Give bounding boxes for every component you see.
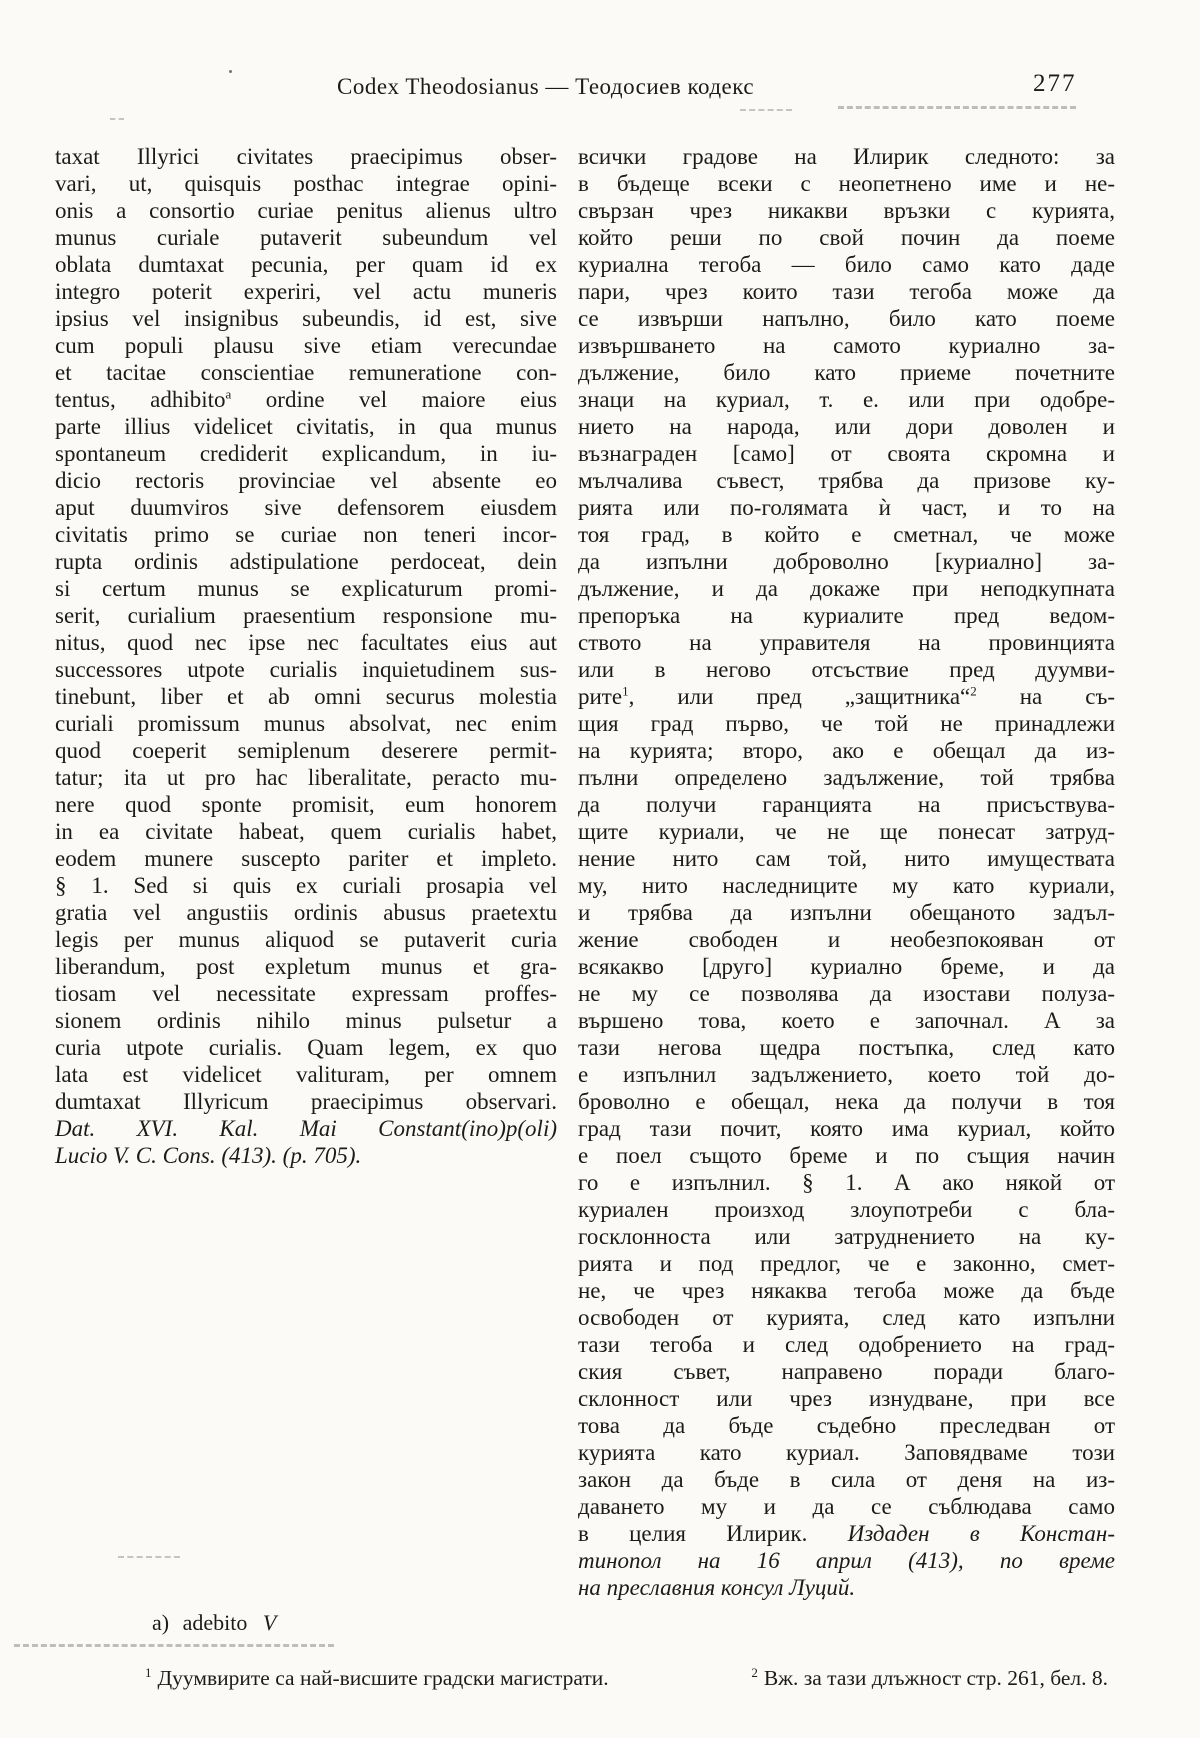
text-segment: nitus, quod nec ipse nec facultates eius aut <box>55 630 557 655</box>
text-segment: dicio rectoris provinciae vel absente eo <box>55 468 557 493</box>
text-line <box>578 656 1115 683</box>
text-segment: който реши по свой почин да поеме <box>578 225 1115 250</box>
text-segment: извършването на самото куриално за- <box>578 333 1115 358</box>
text-line <box>578 980 1115 1007</box>
text-segment: civitatis primo se curiae non teneri incor- <box>55 522 557 547</box>
text-line <box>55 872 557 899</box>
text-segment: curiali promissum munus absolvat, nec enim <box>55 711 557 736</box>
text-segment: tinebunt, liber et ab omni securus molestia <box>55 684 557 709</box>
text-line <box>578 494 1115 521</box>
text-line <box>55 980 557 1007</box>
text-segment: да изпълни доброволно [куриално] за- <box>578 549 1115 574</box>
text-segment: щия град първо, че той не принадлежи <box>578 711 1115 736</box>
text-line <box>578 1412 1115 1439</box>
text-line <box>578 1304 1115 1331</box>
text-line <box>55 143 557 170</box>
text-segment: рията и под предлог, че е законно, смет- <box>578 1251 1115 1276</box>
text-segment: et tacitae conscientiae remuneratione con- <box>55 360 557 385</box>
scan-artifact-dashes <box>14 1644 334 1647</box>
text-line <box>578 386 1115 413</box>
text-segment: курията като куриал. Заповядваме този <box>578 1440 1115 1465</box>
text-segment: куриална тегоба — било само като даде <box>578 252 1115 277</box>
text-line <box>578 548 1115 575</box>
footnote-1-text: Дуумвирите са най-висшите градски магистрати. <box>157 1666 609 1690</box>
text-line <box>55 656 557 683</box>
text-line <box>578 1385 1115 1412</box>
text-segment: склонност или чрез изнудване, при все <box>578 1386 1115 1411</box>
text-line <box>578 1520 1115 1547</box>
text-segment: legis per munus aliquod se putaverit curia <box>55 927 557 952</box>
text-segment: на съ- <box>976 684 1116 709</box>
text-segment: мълчалива съвест, трябва да призове ку- <box>578 468 1115 493</box>
text-line <box>55 1115 557 1142</box>
text-line <box>578 683 1115 710</box>
text-segment: не, че чрез някаква тегоба може да бъде <box>578 1278 1115 1303</box>
scan-artifact-dashes <box>740 109 792 111</box>
text-segment: tentus, adhibito <box>55 387 226 412</box>
text-segment: или в негово отсъствие пред дуумви- <box>578 657 1115 682</box>
text-segment: § 1. Sed si quis ex curiali prosapia vel <box>55 873 557 898</box>
text-segment: in ea civitate habeat, quem curialis habet, <box>55 819 557 844</box>
text-segment: serit, curialium praesentium responsione mu- <box>55 603 557 628</box>
footnote-reference-marker: 1 <box>622 683 629 699</box>
text-line <box>578 1250 1115 1277</box>
text-line <box>578 1223 1115 1250</box>
text-segment: tiosam vel necessitate expressam proffes- <box>55 981 557 1006</box>
text-segment: вършено това, което е започнал. А за <box>578 1008 1115 1033</box>
text-segment: всички градове на Илирик следното: за <box>578 144 1115 169</box>
text-line <box>578 1466 1115 1493</box>
text-line <box>55 764 557 791</box>
footnotes-row <box>145 1666 1108 1691</box>
text-segment: е поел същото бреме и по същия начин <box>578 1143 1115 1168</box>
text-segment: integro poterit experiri, vel actu muneris <box>55 279 557 304</box>
text-segment: всякакво [друго] куриално бреме, и да <box>578 954 1115 979</box>
text-line <box>55 1088 557 1115</box>
text-line <box>578 332 1115 359</box>
scan-artifact-dashes <box>110 118 124 120</box>
text-columns <box>55 143 1115 1601</box>
text-line <box>578 1088 1115 1115</box>
text-line <box>578 413 1115 440</box>
text-segment: пари, чрез които тази тегоба може да <box>578 279 1115 304</box>
text-line <box>578 926 1115 953</box>
text-segment: sionem ordinis nihilo minus pulsetur a <box>55 1008 557 1033</box>
text-line <box>55 818 557 845</box>
text-segment: дължение, и да докаже при неподкупната <box>578 576 1115 601</box>
text-segment: тази тегоба и след одобрението на град- <box>578 1332 1115 1357</box>
text-line <box>55 332 557 359</box>
text-line <box>55 953 557 980</box>
text-segment: quod coeperit semiplenum deserere permit- <box>55 738 557 763</box>
text-line <box>55 251 557 278</box>
text-segment: eodem munere suscepto pariter et impleto. <box>55 846 557 871</box>
text-line <box>55 386 557 413</box>
text-line <box>578 170 1115 197</box>
text-segment: rupta ordinis adstipulatione perdoceat, dein <box>55 549 557 574</box>
text-line <box>578 1331 1115 1358</box>
text-line <box>578 1574 1115 1601</box>
text-segment: munus curiale putaverit subeundum vel <box>55 225 557 250</box>
text-segment: gratia vel angustiis ordinis abusus praetextu <box>55 900 557 925</box>
text-line <box>578 251 1115 278</box>
text-line <box>578 197 1115 224</box>
text-line <box>55 467 557 494</box>
footnote-2-marker: 2 <box>751 1664 758 1680</box>
text-segment: successores utpote curialis inquietudinem sus- <box>55 657 557 682</box>
text-line <box>55 278 557 305</box>
text-segment: liberandum, post expletum munus et gra- <box>55 954 557 979</box>
text-line <box>55 845 557 872</box>
text-line <box>578 602 1115 629</box>
text-line <box>55 926 557 953</box>
text-segment: на преславния консул Луций. <box>578 1575 856 1600</box>
text-segment: nere quod sponte promisit, eum honorem <box>55 792 557 817</box>
text-segment: ordine vel maiore eius <box>231 387 557 412</box>
text-segment: препоръка на куриалите пред ведом- <box>578 603 1115 628</box>
scan-artifact-dashes <box>838 106 1076 109</box>
text-line <box>55 575 557 602</box>
text-segment: si certum munus se explicaturum promi- <box>55 576 557 601</box>
text-segment: в целия Илирик. <box>578 1521 848 1546</box>
text-line <box>578 1196 1115 1223</box>
text-segment: Dat. XVI. Kal. Mai Constant(ino)p(oli) <box>55 1116 557 1141</box>
text-segment: е изпълнил задължението, което той до- <box>578 1062 1115 1087</box>
text-line <box>578 764 1115 791</box>
text-line <box>578 1547 1115 1574</box>
text-line <box>578 710 1115 737</box>
text-segment: на курията; второ, ако е обещал да из- <box>578 738 1115 763</box>
text-segment: parte illius videlicet civitatis, in qua munus <box>55 414 557 439</box>
text-line <box>578 1034 1115 1061</box>
text-segment: свързан чрез никакви връзки с курията, <box>578 198 1115 223</box>
scan-speck <box>229 70 232 73</box>
text-line <box>578 1169 1115 1196</box>
text-line <box>55 683 557 710</box>
text-segment: тинопол на 16 април (413), по време <box>578 1548 1115 1573</box>
text-line <box>55 305 557 332</box>
text-segment: ския съвет, направено поради благо- <box>578 1359 1115 1384</box>
footnote-reference-marker: 2 <box>970 683 977 699</box>
text-segment: възнаграден [само] от своята скромна и <box>578 441 1115 466</box>
text-segment: град тази почит, която има куриал, който <box>578 1116 1115 1141</box>
text-line <box>578 1358 1115 1385</box>
footnote-reference-marker: a <box>225 386 232 402</box>
text-line <box>578 467 1115 494</box>
text-line <box>55 359 557 386</box>
text-line <box>578 575 1115 602</box>
text-line <box>55 737 557 764</box>
text-segment: oblata dumtaxat pecunia, per quam id ex <box>55 252 557 277</box>
text-segment: жение свободен и необезпокояван от <box>578 927 1115 952</box>
text-segment: освободен от курията, след като изпълни <box>578 1305 1115 1330</box>
text-line <box>578 872 1115 899</box>
apparatus-marker: a) <box>152 1610 170 1635</box>
text-line <box>55 899 557 926</box>
page-number: 277 <box>1033 70 1077 97</box>
text-line <box>55 494 557 521</box>
text-line <box>578 305 1115 332</box>
text-segment: рите <box>578 684 623 709</box>
text-segment: curia utpote curialis. Quam legem, ex quo <box>55 1035 557 1060</box>
text-segment: закон да бъде в сила от деня на из- <box>578 1467 1115 1492</box>
text-segment: onis a consortio curiae penitus alienus ultro <box>55 198 557 223</box>
footnote-1 <box>145 1666 609 1691</box>
footnote-2-text: Вж. за тази длъжност стр. 261, бел. 8. <box>763 1666 1108 1690</box>
text-line <box>55 1007 557 1034</box>
text-line <box>578 1007 1115 1034</box>
text-line <box>578 899 1115 926</box>
text-segment: даването му и да се съблюдава само <box>578 1494 1115 1519</box>
text-line <box>55 224 557 251</box>
text-line <box>55 170 557 197</box>
text-line <box>55 413 557 440</box>
text-segment: му, нито наследниците му като куриали, <box>578 873 1115 898</box>
text-segment: tatur; ita ut pro hac liberalitate, peracto mu- <box>55 765 557 790</box>
text-segment: aput duumviros sive defensorem eiusdem <box>55 495 557 520</box>
text-segment: рията или по-голямата ѝ част, и то на <box>578 495 1115 520</box>
text-segment: , или пред „защитника“ <box>628 684 971 709</box>
apparatus-siglum: V <box>262 1610 277 1635</box>
text-segment: нение нито сам той, нито имуществата <box>578 846 1115 871</box>
text-segment: знаци на куриал, т. е. или при одобре- <box>578 387 1115 412</box>
text-segment: не му се позволява да изостави полуза- <box>578 981 1115 1006</box>
text-line <box>578 359 1115 386</box>
text-segment: нието на народа, или дори доволен и <box>578 414 1115 439</box>
text-segment: госклонноста или затруднението на ку- <box>578 1224 1115 1249</box>
text-segment: ipsius vel insignibus subeundis, id est, sive <box>55 306 557 331</box>
text-segment: да получи гаранцията на присъствува- <box>578 792 1115 817</box>
running-header-title: Codex Theodosianus — Теодосиев кодекс <box>337 74 755 99</box>
text-line <box>55 602 557 629</box>
text-segment: в бъдеще всеки с неопетнено име и не- <box>578 171 1115 196</box>
text-segment: куриален произход злоупотреби с бла- <box>578 1197 1115 1222</box>
text-line <box>578 521 1115 548</box>
text-segment: тази негова щедра постъпка, след като <box>578 1035 1115 1060</box>
text-segment: dumtaxat Illyricum praecipimus observari. <box>55 1089 557 1114</box>
text-line <box>578 791 1115 818</box>
text-segment: cum populi plausu sive etiam verecundae <box>55 333 557 358</box>
text-line <box>578 1493 1115 1520</box>
text-line <box>55 1142 557 1169</box>
text-line <box>55 1034 557 1061</box>
apparatus-note <box>152 1610 276 1636</box>
text-line <box>578 1439 1115 1466</box>
text-line <box>578 845 1115 872</box>
text-line <box>55 440 557 467</box>
latin-text-column <box>55 143 557 1601</box>
text-line <box>55 548 557 575</box>
text-segment: Lucio V. C. Cons. (413). (p. 705). <box>55 1143 362 1168</box>
text-line <box>578 143 1115 170</box>
text-line <box>55 521 557 548</box>
text-segment: vari, ut, quisquis posthac integrae opini- <box>55 171 557 196</box>
text-line <box>578 1277 1115 1304</box>
footnote-1-marker: 1 <box>145 1664 152 1680</box>
text-line <box>578 953 1115 980</box>
text-line <box>578 818 1115 845</box>
text-segment: ството на управителя на провинцията <box>578 630 1115 655</box>
footnote-2 <box>751 1666 1108 1691</box>
text-line <box>578 737 1115 764</box>
text-line <box>55 197 557 224</box>
apparatus-word: adebito <box>182 1610 248 1635</box>
text-line <box>578 1061 1115 1088</box>
text-line <box>55 710 557 737</box>
text-segment: spontaneum crediderit explicandum, in iu- <box>55 441 557 466</box>
text-segment: taxat Illyrici civitates praecipimus obser- <box>55 144 557 169</box>
text-line <box>578 629 1115 656</box>
text-line <box>55 1061 557 1088</box>
text-line <box>55 791 557 818</box>
text-line <box>578 440 1115 467</box>
text-segment: пълни определено задължение, той трябва <box>578 765 1115 790</box>
text-segment: щите куриали, че не ще понесат затруд- <box>578 819 1115 844</box>
text-segment: броволно е обещал, нека да получи в тоя <box>578 1089 1115 1114</box>
text-line <box>578 224 1115 251</box>
bulgarian-translation-column <box>578 143 1115 1601</box>
text-segment: Издаден в Констан- <box>847 1521 1115 1546</box>
text-segment: lata est videlicet valituram, per omnem <box>55 1062 557 1087</box>
text-line <box>55 629 557 656</box>
text-segment: го е изпълнил. § 1. А ако някой от <box>578 1170 1115 1195</box>
text-segment: тоя град, в който е сметнал, че може <box>578 522 1115 547</box>
text-segment: това да бъде съдебно преследван от <box>578 1413 1115 1438</box>
text-line <box>578 1142 1115 1169</box>
text-segment: дължение, било като приеме почетните <box>578 360 1115 385</box>
text-segment: се извърши напълно, било като поеме <box>578 306 1115 331</box>
text-segment: и трябва да изпълни обещаното задъл- <box>578 900 1115 925</box>
text-line <box>578 1115 1115 1142</box>
text-line <box>578 278 1115 305</box>
